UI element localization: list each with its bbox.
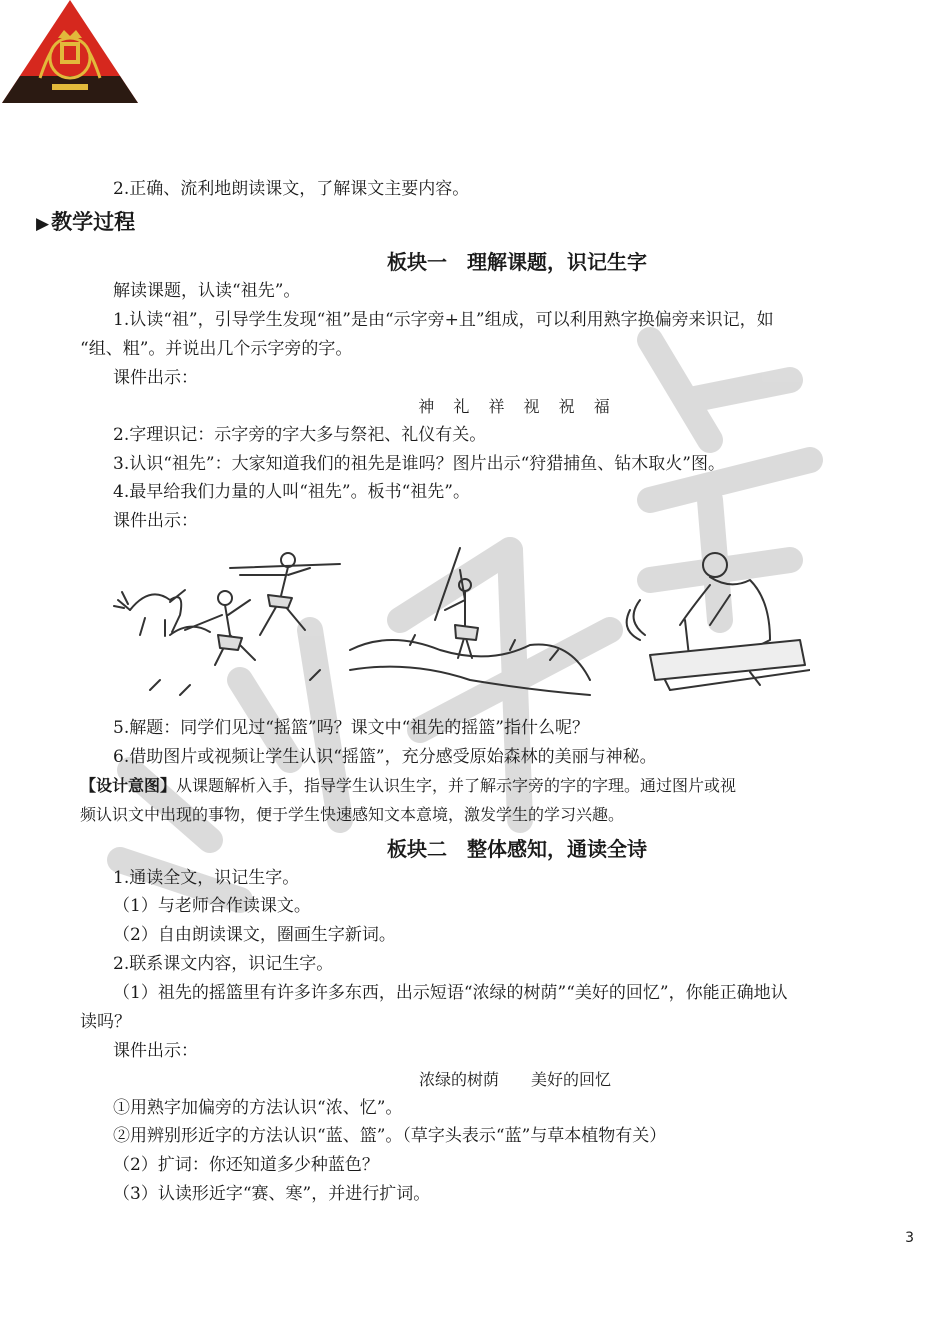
item-2-3: （3）认读形近字“赛、寒”，并进行扩词。 bbox=[113, 1184, 431, 1204]
school-logo bbox=[0, 0, 140, 105]
ancestors-illustration bbox=[110, 540, 810, 705]
courseware-label-1: 课件出示： bbox=[113, 368, 198, 388]
block1-title: 板块一 理解课题，识记生字 bbox=[387, 250, 647, 274]
section-marker: ▶ bbox=[36, 214, 50, 234]
section-title bbox=[36, 206, 135, 236]
item-2-1b: 读吗？ bbox=[80, 1012, 131, 1032]
design-intent-text-a: 从课题解析入手，指导学生认识生字，并了解示字旁的字的字理。通过图片或视 bbox=[176, 776, 737, 795]
courseware-label-3: 课件出示： bbox=[113, 1041, 198, 1061]
method-1: ①用熟字加偏旁的方法认识“浓、忆”。 bbox=[113, 1098, 403, 1118]
paragraph-1b: “组、粗”。并说出几个示字旁的字。 bbox=[80, 339, 353, 359]
intro-line: 解读课题，认读“祖先”。 bbox=[113, 281, 301, 301]
paragraph-5: 5.解题：同学们见过“摇篮”吗？课文中“祖先的摇篮”指什么呢？ bbox=[113, 718, 589, 738]
goal-2: 2.正确、流利地朗读课文，了解课文主要内容。 bbox=[113, 179, 470, 199]
hunting-scene bbox=[114, 553, 340, 695]
paragraph-4: 4.最早给我们力量的人叫“祖先”。板书“祖先”。 bbox=[113, 482, 470, 502]
item-1: 1.通读全文，识记生字。 bbox=[113, 868, 300, 888]
design-intent-b: 频认识文中出现的事物，便于学生快速感知文本意境，激发学生的学习兴趣。 bbox=[80, 805, 625, 824]
page-number: 3 bbox=[905, 1230, 914, 1246]
item-2-2: （2）扩词：你还知道多少种蓝色？ bbox=[113, 1155, 379, 1175]
fishing-scene bbox=[350, 548, 590, 695]
item-2-1a: （1）祖先的摇篮里有许多许多东西，出示短语“浓绿的树荫”“美好的回忆”，你能正确地认 bbox=[113, 983, 788, 1003]
paragraph-6: 6.借助图片或视频让学生认识“摇篮”，充分感受原始森林的美丽与神秘。 bbox=[113, 747, 657, 767]
courseware-label-2: 课件出示： bbox=[113, 511, 198, 531]
paragraph-3: 3.认识“祖先”：大家知道我们的祖先是谁吗？图片出示“狩猎捕鱼、钻木取火”图。 bbox=[113, 454, 725, 474]
item-1-1: （1）与老师合作读课文。 bbox=[113, 896, 311, 916]
paragraph-1a: 1.认读“祖”，引导学生发现“祖”是由“示字旁+且”组成，可以利用熟字换偏旁来识记，如 bbox=[113, 310, 774, 330]
block2-title: 板块二 整体感知，通读全诗 bbox=[387, 837, 647, 861]
design-intent-a bbox=[80, 774, 736, 798]
design-intent-label: 【设计意图】 bbox=[80, 776, 177, 795]
method-2: ②用辨别形近字的方法认识“蓝、篮”。（草字头表示“蓝”与草本植物有关） bbox=[113, 1126, 667, 1146]
section-title-text: 教学过程 bbox=[51, 210, 136, 234]
paragraph-2: 2.字理识记：示字旁的字大多与祭祀、礼仪有关。 bbox=[113, 425, 487, 445]
item-1-2: （2）自由朗读课文，圈画生字新词。 bbox=[113, 925, 396, 945]
fire-drilling-scene bbox=[627, 553, 810, 690]
item-2: 2.联系课文内容，识记生字。 bbox=[113, 954, 334, 974]
radical-characters: 神 礼 祥 视 祝 福 bbox=[418, 397, 612, 416]
phrases: 浓绿的树荫 美好的回忆 bbox=[418, 1070, 611, 1089]
